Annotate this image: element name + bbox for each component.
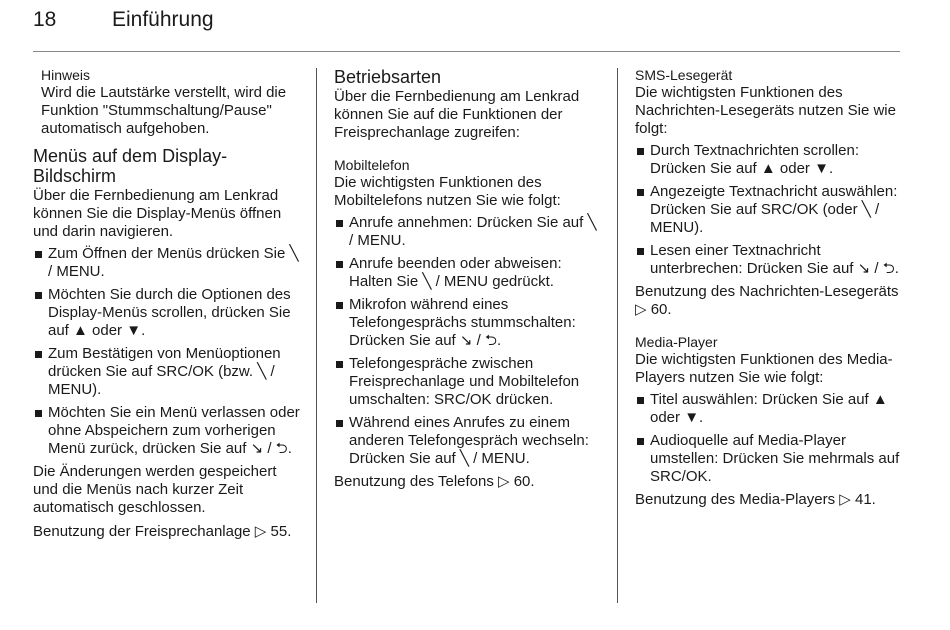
paragraph: Über die Fernbedienung am Lenkrad können Sie auf die Funktionen der Freisprechanlage zugreifen:: [334, 88, 580, 141]
list-item: Titel auswählen: Drücken Sie auf ▲ oder ▼.: [635, 391, 903, 427]
subheading: SMS-Lesegerät: [635, 67, 733, 83]
bullet-list: [635, 142, 903, 278]
list-item: Lesen einer Textnachricht unterbrechen: Drücken Sie auf ↘ / ⮌.: [635, 242, 903, 278]
cross-reference: Benutzung der Freisprechanlage ▷ 55.: [33, 523, 292, 540]
cross-reference: Benutzung des Media-Players ▷ 41.: [635, 491, 876, 508]
note-box: [33, 66, 301, 138]
list-item: Zum Bestätigen von Menüoptionen drücken Sie auf SRC/OK (bzw. ╲ / MENU).: [33, 345, 301, 399]
list-item: Während eines Anrufes zu einem anderen Telefongespräch wechseln: Drücken Sie auf ╲ / MENU.: [334, 414, 604, 468]
section-heading: Menüs auf dem Display-Bildschirm: [33, 146, 228, 186]
header-rule: [33, 51, 900, 52]
bullet-list: [635, 391, 903, 486]
list-item: Durch Textnachrichten scrollen: Drücken Sie auf ▲ oder ▼.: [635, 142, 903, 178]
paragraph: Die wichtigsten Funktionen des Media-Players nutzen Sie wie folgt:: [635, 351, 893, 386]
bullet-list: [33, 245, 301, 458]
note-title: Hinweis: [41, 67, 91, 83]
list-item: Audioquelle auf Media-Player umstellen: Drücken Sie mehrmals auf SRC/OK.: [635, 432, 903, 486]
column-1: [33, 66, 301, 543]
subheading: Media-Player: [635, 334, 718, 350]
column-divider: [617, 68, 618, 603]
list-item: Möchten Sie ein Menü verlassen oder ohne Abspeichern zum vorherigen Menü zurück, drücken Sie auf ↘ / ⮌.: [33, 404, 301, 458]
note-text: Wird die Lautstärke verstellt, wird die Funktion "Stummschaltung/Pause" automatisch aufgehoben.: [41, 84, 287, 137]
paragraph: Über die Fernbedienung am Lenkrad können Sie die Display-Menüs öffnen und darin navigieren.: [33, 187, 282, 240]
subheading: Mobiltelefon: [334, 157, 410, 173]
list-item: Zum Öffnen der Menüs drücken Sie ╲ / MENU.: [33, 245, 301, 281]
section-heading: Betriebsarten: [334, 67, 442, 87]
paragraph: Die wichtigsten Funktionen des Nachrichten-Lesegeräts nutzen Sie wie folgt:: [635, 84, 896, 137]
list-item: Angezeigte Textnachricht auswählen: Drücken Sie auf SRC/OK (oder ╲ / MENU).: [635, 183, 903, 237]
list-item: Telefongespräche zwischen Freisprechanlage und Mobiltelefon umschalten: SRC/OK drücken.: [334, 355, 604, 409]
cross-reference: Benutzung des Telefons ▷ 60.: [334, 473, 535, 490]
list-item: Möchten Sie durch die Optionen des Display-Menüs scrollen, drücken Sie auf ▲ oder ▼.: [33, 286, 301, 340]
column-divider: [316, 68, 317, 603]
bullet-list: [334, 214, 604, 468]
list-item: Mikrofon während eines Telefongesprächs stummschalten: Drücken Sie auf ↘ / ⮌.: [334, 296, 604, 350]
page-number: 18: [33, 8, 57, 31]
list-item: Anrufe annehmen: Drücken Sie auf ╲ / MENU.: [334, 214, 604, 250]
paragraph: Die wichtigsten Funktionen des Mobiltelefons nutzen Sie wie folgt:: [334, 174, 561, 209]
chapter-title: Einführung: [112, 8, 214, 31]
column-3: [635, 66, 903, 511]
list-item: Anrufe beenden oder abweisen: Halten Sie ╲ / MENU gedrückt.: [334, 255, 604, 291]
paragraph: Die Änderungen werden gespeichert und die Menüs nach kurzer Zeit automatisch geschlossen.: [33, 463, 277, 516]
column-2: [334, 66, 604, 493]
cross-reference: Benutzung des Nachrichten-Lesegeräts ▷ 60.: [635, 283, 899, 318]
